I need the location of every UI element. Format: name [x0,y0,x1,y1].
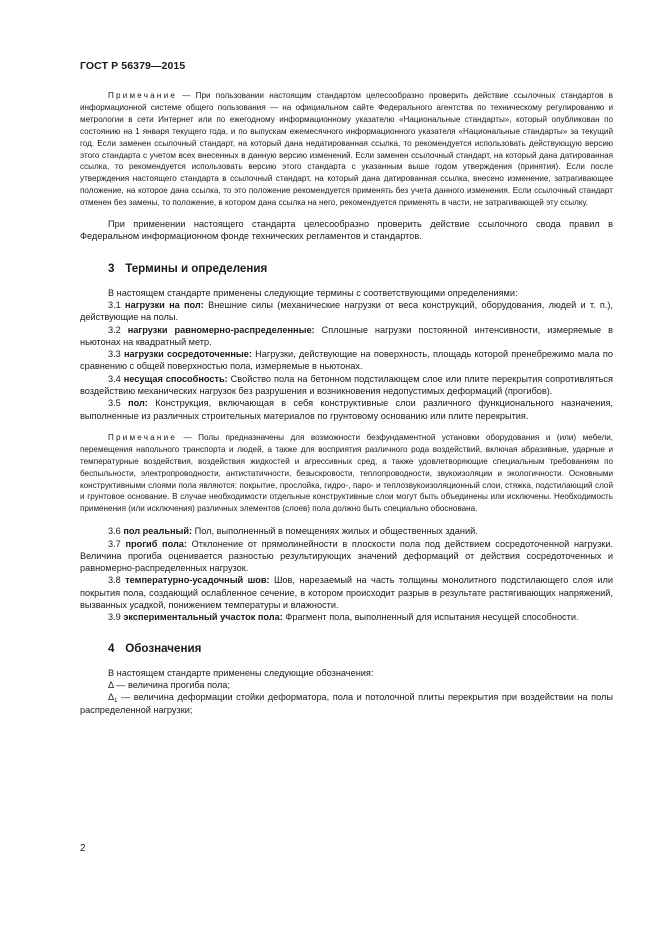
note-label: Примечание [108,432,178,442]
term-number: 3.4 [108,373,121,384]
term-name: прогиб пола: [125,538,187,549]
note-text: — При пользовании настоящим стандартом целесообразно проверить действие ссылочных стандартов в информационной системе общего пользования — на официальном сайте Федерального агентства по техническому регулированию и метрологии в сети Интернет или по ежегодному информационному указателю «Национальные стандарты», который опубликован по состоянию на 1 января текущего года, и по выпускам ежемесячного информационного указателя «Национальные стандарты» за текущий год. Если заменен ссылочный стандарт, на который дана недатированная ссылка, то рекомендуется использовать действующую версию этого стандарта с учетом всех внесенных в данную версию изменений. Если заменен ссылочный стандарт, на который дана датированная ссылка, то рекомендуется использовать версию этого стандарта с указанным выше годом утверждения (принятия). Если после утверждения настоящего стандарта в ссылочный стандарт, на который дана датированная ссылка, внесено изменение, затрагивающее положение, на которое дана ссылка, то это положение рекомендуется применять без учета данного изменения. Если ссылочный стандарт отменен без замены, то положение, в котором дана ссылка на него, рекомендуется применять в части, не затрагивающей эту ссылку. [80,91,613,208]
section-4-intro: В настоящем стандарте применены следующие обозначения: [108,667,374,678]
term-definition: Свойство пола на бетонном подстилающем слое или плите перекрытия сопротивляться воздействию механических нагрузок без разрушения и возникновения недопустимых деформаций (прогибов). [80,373,613,397]
paragraph-fund: При применении настоящего стандарта целесообразно проверить действие ссылочного свода правил в Федеральном информационном фонде технических регламентов и стандартов. [80,219,613,242]
term-definition: Внешние силы (механические нагрузки от веса конструкций, оборудования, людей и т. п.), действующие на полы. [80,299,613,323]
section-number: 4 [108,641,115,655]
note-text: — Полы предназначены для возможности безфундаментной установки оборудования и (или) мебели, перемещения напольного транспорта и людей, а также для восприятия различного рода воздействий, включая абразивные, ударные и температурные воздействия, воздействия жидкостей и агрессивных сред, а также удовлетворяющие специальным требованиям по беспыльности, электропроводности, антистатичности, безыскровости, теплопроводности, звукоизоляции и экологичности. Основными конструктивными слоями пола являются: покрытие, прослойка, гидро-, паро- и теплозвукоизоляционный слои, стяжка, подстилающий слой и грунтовое основание. В случае необходимости отдельные конструктивные слои могут быть объединены или исключены. Необходимость применения (или исключения) различных элементов (слоев) пола должно быть специально обоснована. [80,432,613,514]
note-references [80,90,613,209]
term-3-9 [80,611,613,623]
term-definition: Отклонение от прямолинейности в плоскости пола под действием сосредоточенной нагрузки. Величина прогиба оценивается разностью результирующих значений деформаций от действия сосредоточенных и равномерно-распределенных нагрузок. [80,538,614,574]
term-3-5 [80,397,613,422]
term-3-2 [80,324,613,349]
term-3-6 [80,525,613,537]
symbol-delta [80,679,613,691]
term-number: 3.9 [108,612,121,623]
document-header: ГОСТ Р 56379—2015 [80,60,186,72]
section-3-intro: В настоящем стандарте применены следующие термины с соответствующими определениями: [108,287,518,298]
term-number: 3.1 [108,299,121,310]
term-definition: Конструкция, включающая в себя конструктивные слои различного функционального назначения, выполненные из различных строительных материалов по грунтовому основанию или плите перекрытия. [80,398,613,421]
term-definition: Пол, выполненный в помещениях жилых и общественных зданий. [194,526,478,537]
symbol-description: — величина деформации стойки деформатора, пола и потолочной плиты перекрытия при воздействии на полы распределенной нагрузки; [80,692,613,715]
term-name: нагрузки на пол: [125,299,204,310]
term-3-8 [80,574,613,611]
symbol: Δ [108,692,115,703]
term-3-3 [80,348,613,373]
symbol-subscript: 1 [114,698,118,705]
term-3-4 [80,373,613,398]
term-definition: Шов, нарезаемый на часть толщины монолитного подстилающего слоя или покрытия пола, создающий ослабленное сечение, в котором происходит разрыв в результате растягивающих напряжений, вызванных усадкой, понижением температуры и влажности. [80,575,613,611]
term-definition: Нагрузки, действующие на поверхность, площадь которой пренебрежимо мала по сравнению с общей поверхностью пола, измеряемые в ньютонах. [80,349,614,372]
symbol-description: — величина прогиба пола; [116,679,230,690]
term-number: 3.6 [108,526,121,537]
term-name: нагрузки равномерно-распределенные: [127,324,315,335]
term-number: 3.3 [108,349,121,360]
term-definition: Сплошные нагрузки постоянной интенсивности, измеряемые в ньютонах на квадратный метр. [80,324,614,347]
term-number: 3.5 [108,398,121,409]
symbol-delta-1 [80,691,613,716]
term-name: экспериментальный участок пола: [123,612,283,623]
note-floors [80,432,613,515]
page-content [80,90,613,716]
page-number: 2 [80,843,86,854]
term-number: 3.8 [108,575,121,586]
symbol: Δ [108,679,114,690]
term-name: пол: [128,398,148,409]
section-number: 3 [108,261,115,275]
term-number: 3.2 [108,324,121,335]
term-name: несущая способность: [123,373,228,384]
term-definition: Фрагмент пола, выполненный для испытания несущей способности. [285,612,579,623]
note-label: Примечание [108,91,178,100]
section-3-heading [108,262,613,275]
term-3-7 [80,538,613,575]
section-title: Термины и определения [125,261,268,275]
term-3-1 [80,299,613,324]
section-title: Обозначения [125,641,202,655]
term-name: температурно-усадочный шов: [125,575,270,586]
term-number: 3.7 [108,538,121,549]
term-name: пол реальный: [123,526,193,537]
section-4-heading [108,642,613,655]
term-name: нагрузки сосредоточенные: [123,349,252,360]
